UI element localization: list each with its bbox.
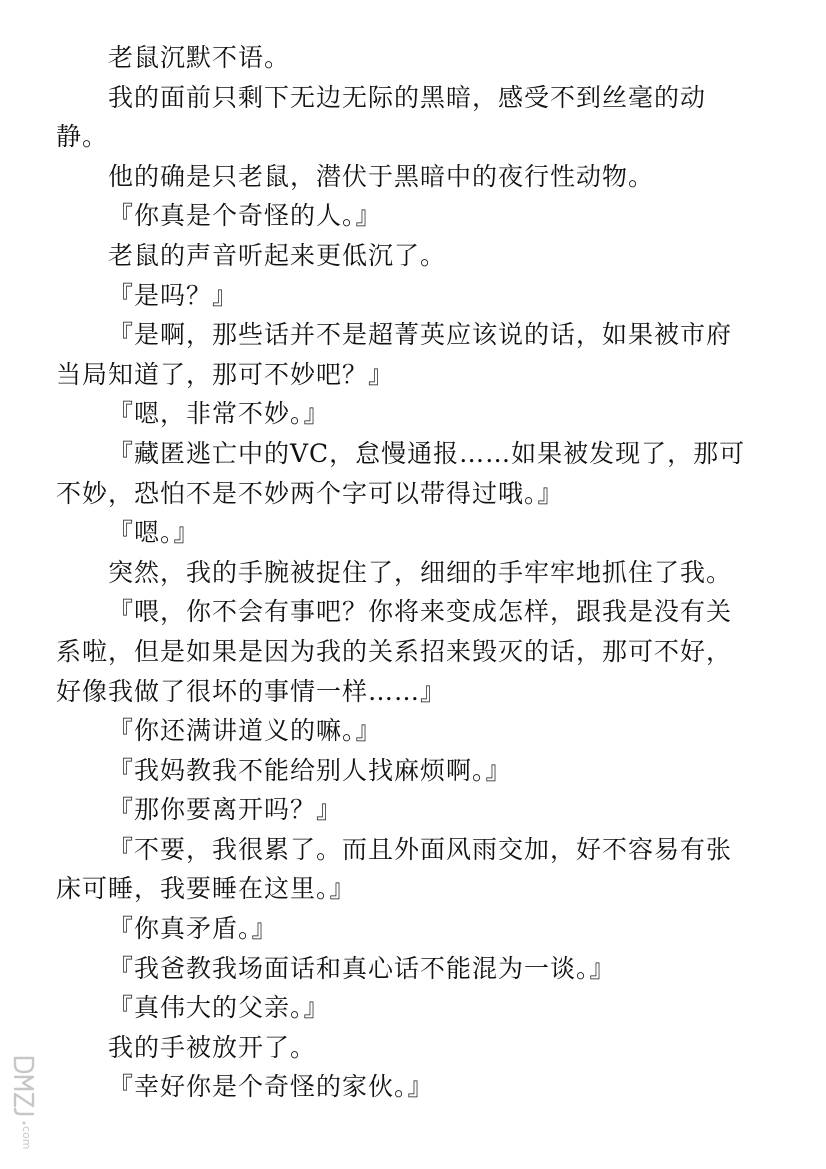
paragraph-line: 『幸好你是个奇怪的家伙。』: [108, 1072, 434, 1102]
paragraph-line: 好像我做了很坏的事情一样……』: [56, 676, 447, 706]
paragraph-line: 我的手被放开了。: [108, 1032, 317, 1062]
paragraph-line: 老鼠沉默不语。: [108, 43, 291, 72]
paragraph-line: 当局知道了，那可不妙吧？』: [56, 359, 395, 389]
paragraph-line: 『是啊，那些话并不是超菁英应该说的话，如果被市府: [108, 320, 733, 350]
paragraph-line: 『我爸教我场面话和真心话不能混为一谈。』: [108, 953, 616, 983]
paragraph-line: 『不要，我很累了。而且外面风雨交加，好不容易有张: [108, 834, 733, 864]
paragraph-line: 『真伟大的父亲。』: [108, 993, 330, 1023]
paragraph-line: 老鼠的声音听起来更低沉了。: [108, 240, 447, 270]
paragraph-line: 静。: [56, 122, 109, 152]
site-watermark-logo: [8, 1052, 44, 1160]
paragraph-line: 我的面前只剩下无边无际的黑暗，感受不到丝毫的动: [108, 82, 707, 112]
paragraph-line: 『你真矛盾。』: [108, 914, 278, 944]
paragraph-line: 不妙，恐怕不是不妙两个字可以带得过哦。』: [56, 478, 564, 508]
paragraph-line: 『那你要离开吗？』: [108, 795, 343, 825]
paragraph-line: 『喂，你不会有事吧？你将来变成怎样，跟我是没有关: [108, 597, 733, 627]
body-text: [56, 38, 756, 1107]
svg-text:com: com: [20, 1126, 33, 1150]
paragraph-line: 『嗯，非常不妙。』: [108, 399, 330, 429]
paragraph-line: 他的确是只老鼠，潜伏于黑暗中的夜行性动物。: [108, 161, 655, 191]
paragraph-line: 『是吗？』: [108, 280, 239, 310]
paragraph-line: 突然，我的手腕被捉住了，细细的手牢牢地抓住了我。: [108, 557, 733, 587]
paragraph-line: 床可睡，我要睡在这里。』: [56, 874, 356, 904]
paragraph-line: 系啦，但是如果是因为我的关系招来毁灭的话，那可不好，: [56, 636, 733, 666]
paragraph-line: 『我妈教我不能给别人找麻烦啊。』: [108, 755, 512, 785]
paragraph-line: 『你还满讲道义的嘛。』: [108, 716, 382, 746]
paragraph-line: 『藏匿逃亡中的VC，怠慢通报……如果被发现了，那可: [108, 438, 746, 468]
paragraph-line: 『你真是个奇怪的人。』: [108, 201, 382, 231]
paragraph-line: 『嗯。』: [108, 518, 200, 548]
